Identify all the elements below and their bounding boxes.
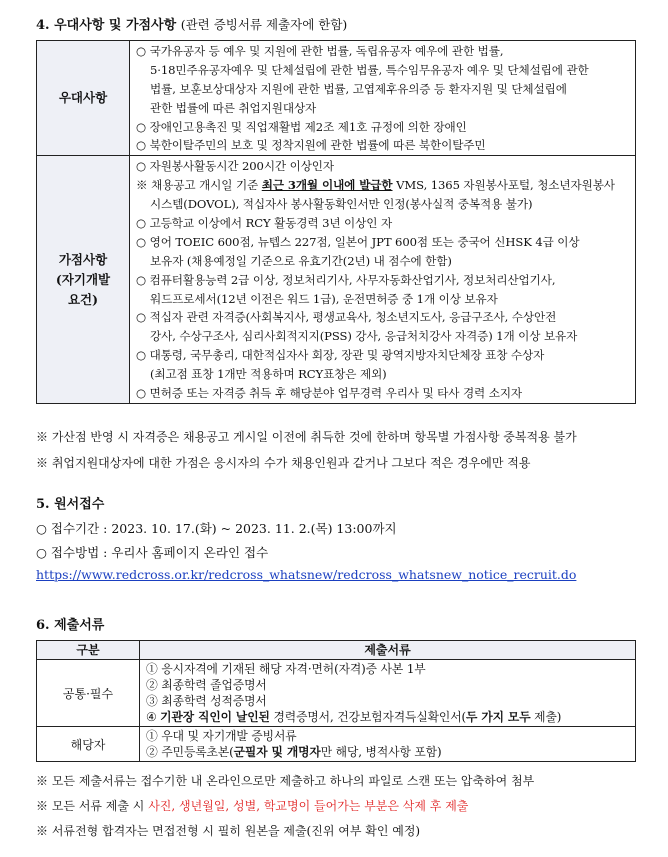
bonus-line: ○ 고등학교 이상에서 RCY 활동경력 3년 이상인 자 xyxy=(136,216,393,231)
document-item: ③ 최종학력 성적증명서 xyxy=(146,694,267,708)
preferred-label: 우대사항 xyxy=(37,41,130,156)
documents-table xyxy=(36,640,636,762)
sec6-note-1: ※ 모든 제출서류는 접수기한 내 온라인으로만 제출하고 하나의 파일로 스캔 또는 압축하여 첨부 xyxy=(36,774,535,788)
common-documents xyxy=(140,660,636,727)
preferred-line: 관한 법률에 따른 취업지원대상자 xyxy=(150,100,317,115)
preferred-line: ○ 국가유공자 등 예우 및 지원에 관한 법률, 독립유공자 예우에 관한 법률, xyxy=(136,44,504,58)
bonus-line: 보유자 (채용예정일 기준으로 유효기간(2년) 내 점수에 한함) xyxy=(150,253,452,268)
sec6-note-2: ※ 모든 서류 제출 시 사진, 생년월일, 성별, 학교명이 들어가는 부분은 삭제 후 제출 xyxy=(36,799,469,813)
bonus-content xyxy=(130,156,636,404)
bonus-line: ○ 면허증 또는 자격증 취득 후 해당분야 업무경력 우리사 및 타사 경력 소지자 xyxy=(136,386,523,401)
eligible-documents xyxy=(140,727,636,762)
application-method: ○ 접수방법 : 우리사 홈페이지 온라인 접수 xyxy=(36,545,269,560)
bonus-line: (최고점 표창 1개만 적용하며 RCY표창은 제외) xyxy=(150,367,387,382)
document-item: ④ 기관장 직인이 날인된 경력증명서, 건강보험자격득실확인서(두 가지 모두 제출) xyxy=(146,710,562,724)
category-eligible: 해당자 xyxy=(37,727,140,762)
col-header-category: 구분 xyxy=(37,641,140,660)
bonus-line: ○ 컴퓨터활용능력 2급 이상, 정보처리기사, 사무자동화산업기사, 정보처리산업기사, xyxy=(136,272,556,287)
bonus-line: ○ 적십자 관련 자격증(사회복지사, 평생교육사, 청소년지도사, 응급구조사, 수상안전 xyxy=(136,310,557,325)
bonus-line: 강사, 수상구조사, 심리사회적지지(PSS) 강사, 응급처치강사 자격증) 1개 이상 보유자 xyxy=(150,329,578,344)
col-header-documents: 제출서류 xyxy=(140,641,636,660)
recruit-notice-link[interactable]: https://www.redcross.or.kr/redcross_whatsnew/redcross_whatsnew_notice_recruit.do xyxy=(36,567,577,582)
application-period: ○ 접수기간 : 2023. 10. 17.(화) ~ 2023. 11. 2.(목) 13:00까지 xyxy=(36,521,397,536)
document-item: ② 주민등록초본(군필자 및 개명자만 해당, 병적사항 포함) xyxy=(146,745,442,759)
document-item: ② 최종학력 졸업증명서 xyxy=(146,678,267,692)
document-item: ① 응시자격에 기재된 해당 자격·면허(자격)증 사본 1부 xyxy=(146,662,426,676)
bonus-line: ○ 영어 TOEIC 600점, 뉴텝스 227점, 일본어 JPT 600점 또는 중국어 신HSK 4급 이상 xyxy=(136,234,580,249)
preferred-line: 법률, 보훈보상대상자 지원에 관한 법률, 고엽제후유의증 등 환자지원 및 단체설립에 xyxy=(150,81,567,96)
bonus-line: ○ 자원봉사활동시간 200시간 이상인자 xyxy=(136,159,334,174)
preferred-content xyxy=(130,41,636,156)
category-common: 공통·필수 xyxy=(37,660,140,727)
preferred-line: 5·18민주유공자예우 및 단체설립에 관한 법률, 특수임무유공자 예우 및 단체설립에 관한 xyxy=(150,62,589,77)
bonus-line: 시스템(DOVOL), 적십자사 봉사활동확인서만 인정(봉사실적 중복적용 불가) xyxy=(150,197,533,212)
section-4-title: 4. 우대사항 및 가점사항 (관련 증빙서류 제출자에 한함) xyxy=(36,17,348,33)
sec4-note-1: ※ 가산점 반영 시 자격증은 채용공고 게시일 이전에 취득한 것에 한하며 항목별 가점사항 중복적용 불가 xyxy=(36,430,577,444)
preferred-line: ○ 북한이탈주민의 보호 및 정착지원에 관한 법률에 따른 북한이탈주민 xyxy=(136,138,486,153)
document-item: ① 우대 및 자기개발 증빙서류 xyxy=(146,729,297,743)
section-5-title: 5. 원서접수 xyxy=(36,497,105,512)
bonus-line: 워드프로세서(12년 이전은 워드 1급), 운전면허증 중 1개 이상 보유자 xyxy=(150,291,498,306)
bonus-line: ○ 대통령, 국무총리, 대한적십자사 회장, 장관 및 광역지방자치단체장 표창 수상자 xyxy=(136,348,545,363)
sec6-note-3: ※ 서류전형 합격자는 면접전형 시 필히 원본을 제출(진위 여부 확인 예정) xyxy=(36,824,421,838)
preferences-table xyxy=(36,40,636,404)
preferred-line: ○ 장애인고용촉진 및 직업재활법 제2조 제1호 규정에 의한 장애인 xyxy=(136,119,467,134)
section-6-title: 6. 제출서류 xyxy=(36,618,105,633)
bonus-label: 가점사항 (자기개발 요건) xyxy=(37,156,130,404)
bonus-line: ※ 채용공고 개시일 기준 최근 3개월 이내에 발급한 VMS, 1365 자원봉사포털, 청소년자원봉사 xyxy=(136,178,615,193)
sec4-note-2: ※ 취업지원대상자에 대한 가점은 응시자의 수가 채용인원과 같거나 그보다 적은 경우에만 적용 xyxy=(36,456,531,470)
